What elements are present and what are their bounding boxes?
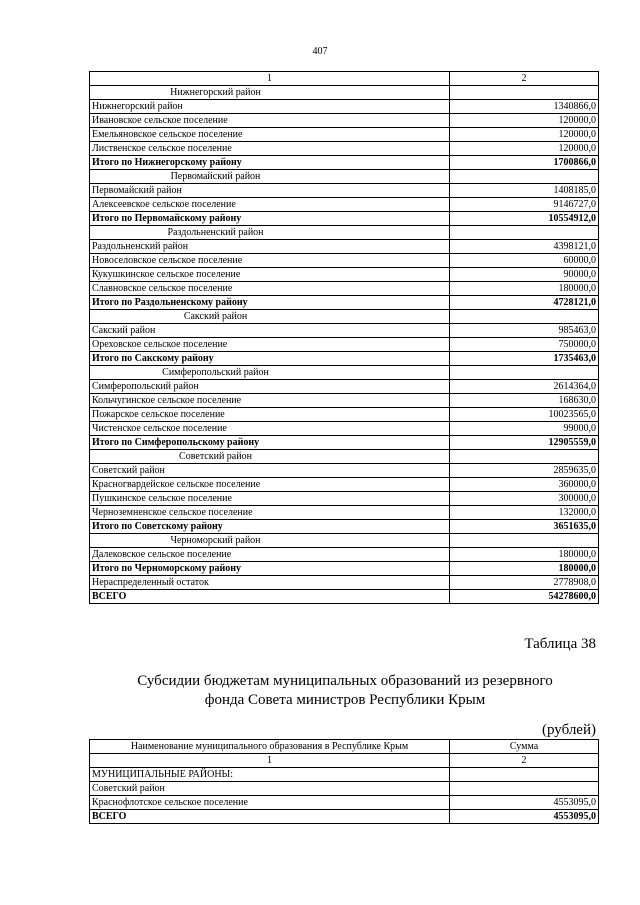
district-header-row (90, 226, 599, 240)
row-name: Нижнегорский район (90, 100, 450, 114)
table-row (90, 240, 599, 254)
row-value (450, 86, 599, 100)
row-name: Раздольненский район (90, 226, 450, 240)
row-name: Славновское сельское поселение (90, 282, 450, 296)
subsidy-table (89, 739, 599, 824)
page-number: 407 (312, 46, 328, 57)
row-name: Нераспределенный остаток (90, 576, 450, 590)
row-value: 12905559,0 (450, 436, 599, 450)
row-name: Емельяновское сельское поселение (90, 128, 450, 142)
row-name: Алексеевское сельское поселение (90, 198, 450, 212)
district-header-row (90, 450, 599, 464)
column-number-1: 1 (90, 72, 450, 86)
table-row (90, 254, 599, 268)
row-name: Черноморский район (90, 534, 450, 548)
row-value: 54278600,0 (450, 590, 599, 604)
total-row (90, 156, 599, 170)
row-value (450, 782, 599, 796)
row-value: 168630,0 (450, 394, 599, 408)
row-name: Раздольненский район (90, 240, 450, 254)
row-value: 120000,0 (450, 114, 599, 128)
row-name: Первомайский район (90, 170, 450, 184)
table-row (90, 338, 599, 352)
row-value: 4553095,0 (450, 810, 599, 824)
column-header-sum: Сумма (450, 740, 599, 754)
row-value (450, 366, 599, 380)
header-row (90, 740, 599, 754)
row-name: Нижнегорский район (90, 86, 450, 100)
row-name: Итого по Первомайскому району (90, 212, 450, 226)
row-value: 90000,0 (450, 268, 599, 282)
row-value (450, 226, 599, 240)
column-header-name: Наименование муниципального образования в Республике Крым (90, 740, 450, 754)
table-row (90, 464, 599, 478)
total-row (90, 590, 599, 604)
row-name: ВСЕГО (90, 810, 450, 824)
row-name: Пушкинское сельское поселение (90, 492, 450, 506)
row-name: Советский район (90, 450, 450, 464)
table-row (90, 282, 599, 296)
total-row (90, 436, 599, 450)
caption-line-1: Субсидии бюджетам муниципальных образований из резервного (137, 673, 553, 689)
row-value: 3651635,0 (450, 520, 599, 534)
row-name: Итого по Сакскому району (90, 352, 450, 366)
row-value: 985463,0 (450, 324, 599, 338)
table-row (90, 422, 599, 436)
row-name: Новоселовское сельское поселение (90, 254, 450, 268)
row-value: 2778908,0 (450, 576, 599, 590)
column-number-2: 2 (450, 72, 599, 86)
row-value: 360000,0 (450, 478, 599, 492)
table-number: Таблица 38 (524, 636, 596, 652)
row-name: Пожарское сельское поселение (90, 408, 450, 422)
row-value: 120000,0 (450, 128, 599, 142)
row-name: Сакский район (90, 310, 450, 324)
column-number-1: 1 (90, 754, 450, 768)
row-value: 1408185,0 (450, 184, 599, 198)
row-value: 120000,0 (450, 142, 599, 156)
row-name: Сакский район (90, 324, 450, 338)
row-value: 300000,0 (450, 492, 599, 506)
table-row (90, 142, 599, 156)
row-value: 10554912,0 (450, 212, 599, 226)
row-name: Черноземненское сельское поселение (90, 506, 450, 520)
row-name: Красногвардейское сельское поселение (90, 478, 450, 492)
total-row (90, 212, 599, 226)
row-name: Ивановское сельское поселение (90, 114, 450, 128)
row-value: 180000,0 (450, 282, 599, 296)
row-value: 2859635,0 (450, 464, 599, 478)
table-row (90, 478, 599, 492)
table-row (90, 324, 599, 338)
row-name: ВСЕГО (90, 590, 450, 604)
row-name: Советский район (90, 464, 450, 478)
row-value: 180000,0 (450, 562, 599, 576)
column-number-row (90, 72, 599, 86)
table-row (90, 128, 599, 142)
allocation-table (89, 71, 599, 604)
table-row (90, 768, 599, 782)
row-name: Ореховское сельское поселение (90, 338, 450, 352)
row-value: 1340866,0 (450, 100, 599, 114)
table-row (90, 506, 599, 520)
row-value: 4728121,0 (450, 296, 599, 310)
table-row (90, 100, 599, 114)
row-value (450, 450, 599, 464)
district-header-row (90, 170, 599, 184)
total-row (90, 520, 599, 534)
row-value: 10023565,0 (450, 408, 599, 422)
caption-line-2: фонда Совета министров Республики Крым (204, 692, 486, 708)
row-value: 2614364,0 (450, 380, 599, 394)
row-name: Кукушкинское сельское поселение (90, 268, 450, 282)
row-name: Первомайский район (90, 184, 450, 198)
row-name: Итого по Нижнегорскому району (90, 156, 450, 170)
district-header-row (90, 310, 599, 324)
row-name: Краснофлотское сельское поселение (90, 796, 450, 810)
total-row (90, 296, 599, 310)
table-row (90, 114, 599, 128)
row-name: Чистенское сельское поселение (90, 422, 450, 436)
table-row (90, 796, 599, 810)
row-name: Симферопольский район (90, 366, 450, 380)
row-value (450, 170, 599, 184)
row-value: 4398121,0 (450, 240, 599, 254)
table-row (90, 408, 599, 422)
row-value: 4553095,0 (450, 796, 599, 810)
row-name: МУНИЦИПАЛЬНЫЕ РАЙОНЫ: (90, 768, 450, 782)
table-row (90, 782, 599, 796)
row-value (450, 768, 599, 782)
row-value: 9146727,0 (450, 198, 599, 212)
table-row (90, 492, 599, 506)
row-name: Симферопольский район (90, 380, 450, 394)
row-value: 60000,0 (450, 254, 599, 268)
table-caption (100, 672, 590, 710)
row-value: 132000,0 (450, 506, 599, 520)
row-name: Далековское сельское поселение (90, 548, 450, 562)
total-row (90, 562, 599, 576)
district-header-row (90, 366, 599, 380)
district-header-row (90, 534, 599, 548)
row-name: Советский район (90, 782, 450, 796)
row-value: 1700866,0 (450, 156, 599, 170)
column-number-2: 2 (450, 754, 599, 768)
table-row (90, 198, 599, 212)
total-row (90, 352, 599, 366)
total-row (90, 810, 599, 824)
table-row (90, 184, 599, 198)
row-value (450, 310, 599, 324)
row-value (450, 534, 599, 548)
row-name: Итого по Симферопольскому району (90, 436, 450, 450)
column-number-row (90, 754, 599, 768)
table-row (90, 576, 599, 590)
table-row (90, 380, 599, 394)
row-value: 180000,0 (450, 548, 599, 562)
row-name: Итого по Черноморскому району (90, 562, 450, 576)
row-value: 99000,0 (450, 422, 599, 436)
district-header-row (90, 86, 599, 100)
row-name: Лиственское сельское поселение (90, 142, 450, 156)
table-row (90, 268, 599, 282)
row-name: Кольчугинское сельское поселение (90, 394, 450, 408)
table-row (90, 548, 599, 562)
row-value: 750000,0 (450, 338, 599, 352)
row-value: 1735463,0 (450, 352, 599, 366)
table-row (90, 394, 599, 408)
unit-label: (рублей) (541, 722, 596, 738)
row-name: Итого по Советскому району (90, 520, 450, 534)
row-name: Итого по Раздольненскому району (90, 296, 450, 310)
